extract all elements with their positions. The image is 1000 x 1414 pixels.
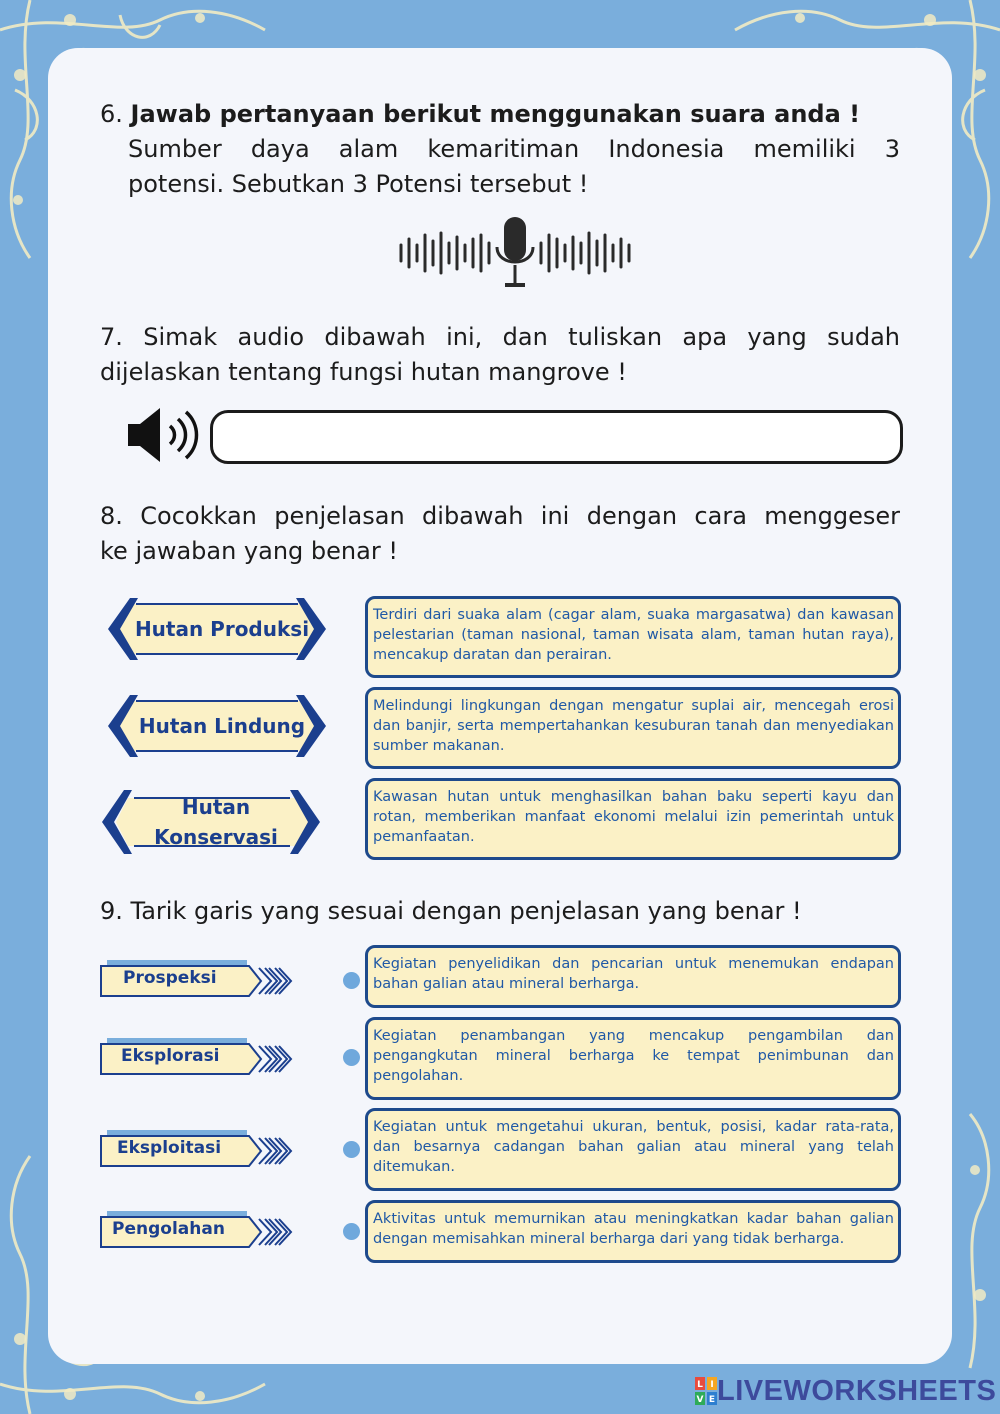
- liveworksheets-logo-text: LIVEWORKSHEETS: [717, 1374, 997, 1407]
- logo-letter-i: I: [710, 1380, 714, 1390]
- question-8: [100, 499, 900, 569]
- question-7-text-line2: dijelaskan tentang fungsi hutan mangrove !: [100, 358, 627, 386]
- match-description-2[interactable]: Kegiatan penambangan yang mencakup pengambilan dan pengangkutan mineral berharga ke tempat penimbunan dan pengolahan.: [365, 1017, 901, 1100]
- match-line-dot-3[interactable]: [343, 1141, 360, 1158]
- drag-tag-label-hutan-lindung: Hutan Lindung: [138, 714, 306, 738]
- question-9: [100, 894, 900, 929]
- term-label-eksploitasi: Eksploitasi: [117, 1138, 222, 1158]
- drop-target-description-3[interactable]: Kawasan hutan untuk menghasilkan bahan baku seperti kayu dan rotan, memberikan manfaat ekonomi melalui izin pemerintah untuk pemanfaatan.: [365, 778, 901, 860]
- question-6-instruction-line: [100, 97, 900, 132]
- drag-tag-label-hutan-konservasi-line2: Konservasi: [154, 825, 278, 849]
- logo-letter-v: V: [696, 1395, 704, 1405]
- term-label-eksplorasi: Eksplorasi: [121, 1046, 220, 1066]
- match-line-dot-1[interactable]: [343, 972, 360, 989]
- question-6-text-line2: potensi. Sebutkan 3 Potensi tersebut !: [128, 170, 589, 198]
- question-7: [100, 320, 900, 390]
- question-9-title: 9. Tarik garis yang sesuai dengan penjelasan yang benar !: [100, 897, 802, 925]
- liveworksheets-logo: [695, 1374, 996, 1408]
- question-8-text-line1: 8. Cocokkan penjelasan dibawah ini dengan cara menggeser: [100, 502, 900, 530]
- drop-target-description-1[interactable]: Terdiri dari suaka alam (cagar alam, suaka margasatwa) dan kawasan pelestarian (taman nasional, taman wisata alam, taman hutan raya), mencakup daratan dan perairan.: [365, 596, 901, 678]
- drag-tag-label-hutan-konservasi-line1: Hutan: [181, 795, 251, 819]
- voice-record-microphone-icon[interactable]: [395, 215, 635, 291]
- match-line-dot-4[interactable]: [343, 1223, 360, 1240]
- question-7-answer-input[interactable]: [210, 410, 903, 464]
- match-description-3[interactable]: Kegiatan untuk mengetahui ukuran, bentuk, posisi, kadar rata-rata, dan besarnya cadangan bahan galian atau mineral yang telah ditemukan.: [365, 1108, 901, 1191]
- question-6-instruction: Jawab pertanyaan berikut menggunakan suara anda !: [130, 100, 861, 128]
- match-description-4[interactable]: Aktivitas untuk memurnikan atau meningkatkan kadar bahan galian dengan memisahkan mineral berharga dari yang tidak berharga.: [365, 1200, 901, 1263]
- match-description-1[interactable]: Kegiatan penyelidikan dan pencarian untuk menemukan endapan bahan galian atau mineral berharga.: [365, 945, 901, 1008]
- question-6: [100, 97, 900, 202]
- match-line-dot-2[interactable]: [343, 1049, 360, 1066]
- term-label-prospeksi: Prospeksi: [123, 968, 217, 988]
- logo-letter-l: L: [697, 1380, 703, 1390]
- drop-target-description-2[interactable]: Melindungi lingkungan dengan mengatur suplai air, mencegah erosi dan banjir, serta mempertahankan kesuburan tanah dan menyediakan sumber makanan.: [365, 687, 901, 769]
- logo-letter-e: E: [708, 1395, 716, 1405]
- term-label-pengolahan: Pengolahan: [112, 1219, 225, 1239]
- question-6-text-line1: Sumber daya alam kemaritiman Indonesia memiliki 3: [128, 135, 900, 163]
- play-audio-speaker-icon[interactable]: [124, 404, 204, 466]
- question-8-text-line2: ke jawaban yang benar !: [100, 537, 398, 565]
- drag-tag-label-hutan-produksi: Hutan Produksi: [134, 617, 310, 641]
- question-6-number: 6.: [100, 100, 123, 128]
- question-7-text-line1: 7. Simak audio dibawah ini, dan tuliskan apa yang sudah: [100, 323, 900, 351]
- liveworksheets-logo-icon: [695, 1377, 717, 1405]
